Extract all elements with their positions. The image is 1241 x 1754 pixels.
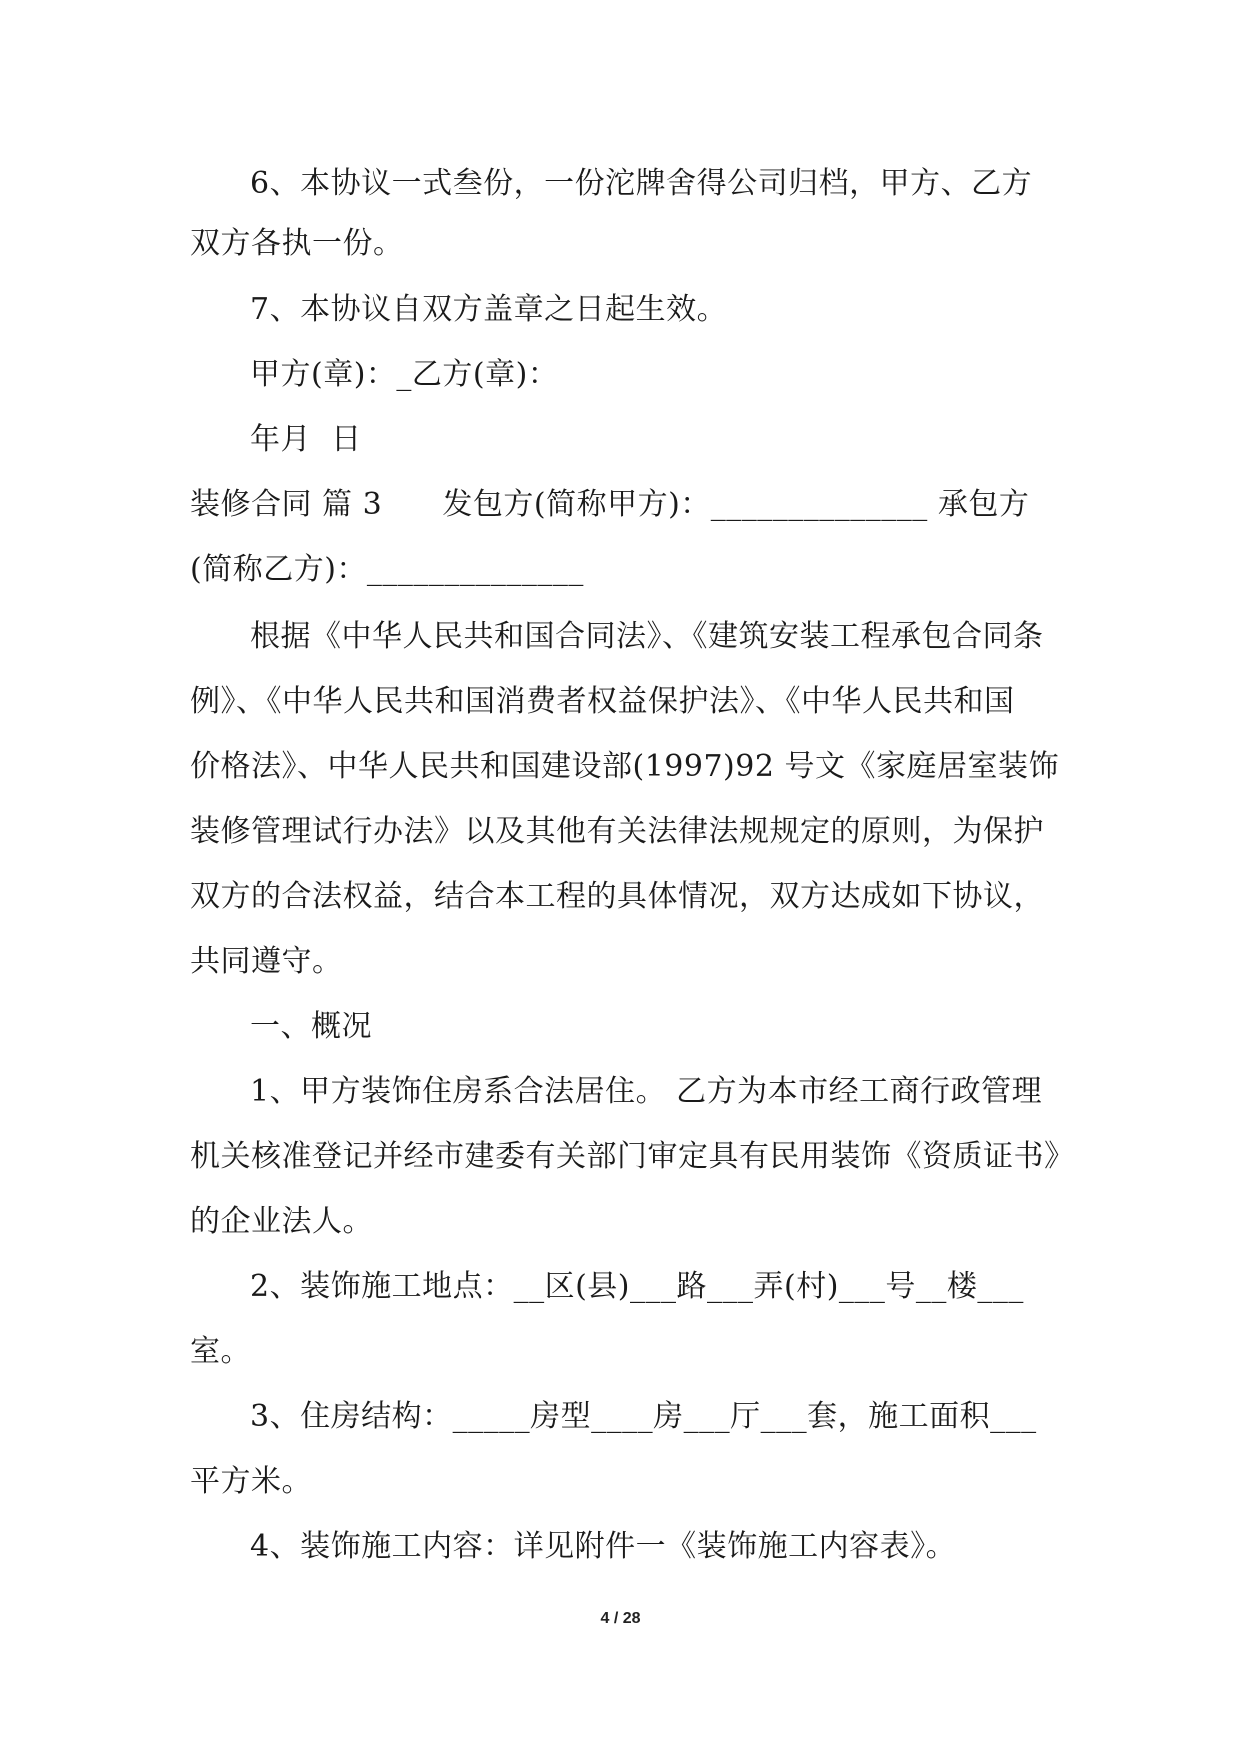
item-2-line-1: 2、装饰施工地点：__区(县)___路___弄(村)___号__楼___: [250, 1269, 1024, 1304]
preamble-line-1: 根据《中华人民共和国合同法》、《建筑安装工程承包合同条: [250, 619, 1044, 654]
date-line: 年月 日: [250, 422, 362, 457]
clause-6-line-2: 双方各执一份。: [190, 226, 404, 261]
item-3-line-2: 平方米。: [190, 1464, 312, 1499]
preamble-line-5: 双方的合法权益，结合本工程的具体情况，双方达成如下协议，: [190, 879, 1044, 914]
contract-heading-line: 装修合同 篇 3 发包方(简称甲方)：______________ 承包方: [190, 487, 1030, 522]
section-heading-overview: 一、概况: [250, 1009, 372, 1044]
preamble-line-6: 共同遵守。: [190, 944, 343, 979]
item-1-line-3: 的企业法人。: [190, 1204, 373, 1239]
preamble-line-4: 装修管理试行办法》以及其他有关法律法规规定的原则，为保护: [190, 814, 1044, 849]
item-1-line-2: 机关核准登记并经市建委有关部门审定具有民用装饰《资质证书》: [190, 1139, 1075, 1174]
item-1-line-1: 1、甲方装饰住房系合法居住。 乙方为本市经工商行政管理: [250, 1074, 1043, 1109]
page-number: 4 / 28: [600, 1610, 641, 1627]
preamble-line-3: 价格法》、中华人民共和国建设部(1997)92 号文《家庭居室装饰: [190, 749, 1059, 784]
clause-6-line-1: 6、本协议一式叁份，一份沱牌舍得公司归档，甲方、乙方: [250, 166, 1033, 201]
item-3-line-1: 3、住房结构：_____房型____房___厅___套，施工面积___: [250, 1399, 1037, 1434]
clause-7: 7、本协议自双方盖章之日起生效。: [250, 292, 728, 327]
preamble-line-2: 例》、《中华人民共和国消费者权益保护法》、《中华人民共和国: [190, 684, 1015, 719]
signature-line: 甲方(章)：_乙方(章)：: [250, 357, 559, 392]
item-2-line-2: 室。: [190, 1334, 251, 1369]
item-4-line-1: 4、装饰施工内容：详见附件一《装饰施工内容表》。: [250, 1529, 957, 1564]
contractor-line: (简称乙方)：______________: [190, 552, 584, 587]
